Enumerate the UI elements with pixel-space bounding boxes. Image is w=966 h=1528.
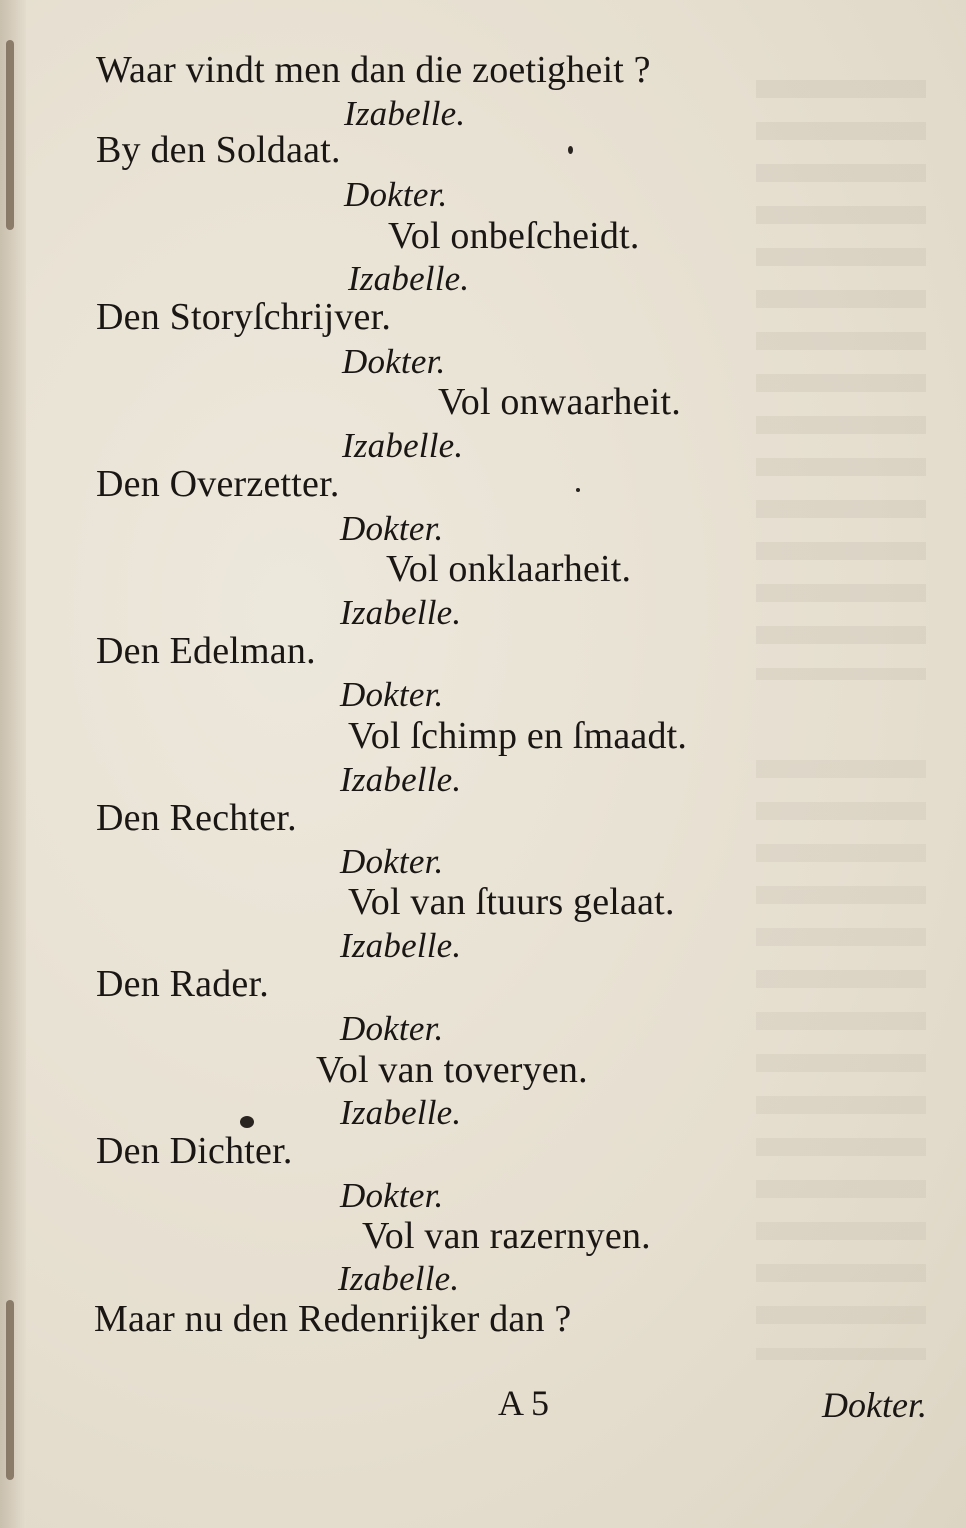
speaker-label: Izabelle. — [340, 593, 462, 632]
signature-mark: A 5 — [498, 1383, 550, 1423]
speaker-label: Dokter. — [340, 675, 444, 714]
text-line: Vol onklaarheit. — [386, 548, 632, 590]
text-line: Den Edelman. — [96, 630, 316, 672]
text-line: Den Storyſchrijver. — [96, 296, 392, 338]
text-line: By den Soldaat. — [96, 129, 341, 171]
text-line: Vol onbeſcheidt. — [388, 215, 640, 257]
text-line: Maar nu den Redenrijker dan ? — [94, 1298, 572, 1340]
speaker-label: Izabelle. — [338, 1259, 460, 1298]
show-through-text — [756, 80, 926, 680]
text-line: Vol ſchimp en ſmaadt. — [348, 715, 688, 757]
text-line: Vol van ſtuurs gelaat. — [348, 881, 675, 923]
ink-speck — [568, 146, 573, 154]
page-edge-shadow — [0, 0, 26, 1528]
speaker-label: Dokter. — [340, 1009, 444, 1048]
show-through-text — [756, 760, 926, 1360]
speaker-label: Dokter. — [344, 175, 448, 214]
speaker-label: Izabelle. — [342, 426, 464, 465]
speaker-label: Izabelle. — [344, 94, 466, 133]
ink-speck — [576, 488, 580, 492]
text-line: Vol onwaarheit. — [438, 381, 681, 423]
text-line: Vol van razernyen. — [362, 1215, 651, 1257]
text-line: Den Rader. — [96, 963, 269, 1005]
text-line: Den Dichter. — [96, 1130, 293, 1172]
speaker-label: Dokter. — [340, 842, 444, 881]
speaker-label: Izabelle. — [340, 926, 462, 965]
speaker-label: Dokter. — [342, 342, 446, 381]
text-line: Vol van toveryen. — [316, 1049, 588, 1091]
ink-blot — [240, 1116, 254, 1128]
speaker-label: Dokter. — [340, 1176, 444, 1215]
catchword: Dokter. — [822, 1385, 927, 1425]
speaker-label: Izabelle. — [340, 760, 462, 799]
text-line: Den Rechter. — [96, 797, 297, 839]
binding-mark — [6, 40, 14, 230]
speaker-label: Dokter. — [340, 509, 444, 548]
text-line: Den Overzetter. — [96, 463, 340, 505]
speaker-label: Izabelle. — [348, 259, 470, 298]
text-line: Waar vindt men dan die zoetigheit ? — [96, 49, 651, 91]
binding-mark — [6, 1300, 14, 1480]
speaker-label: Izabelle. — [340, 1093, 462, 1132]
